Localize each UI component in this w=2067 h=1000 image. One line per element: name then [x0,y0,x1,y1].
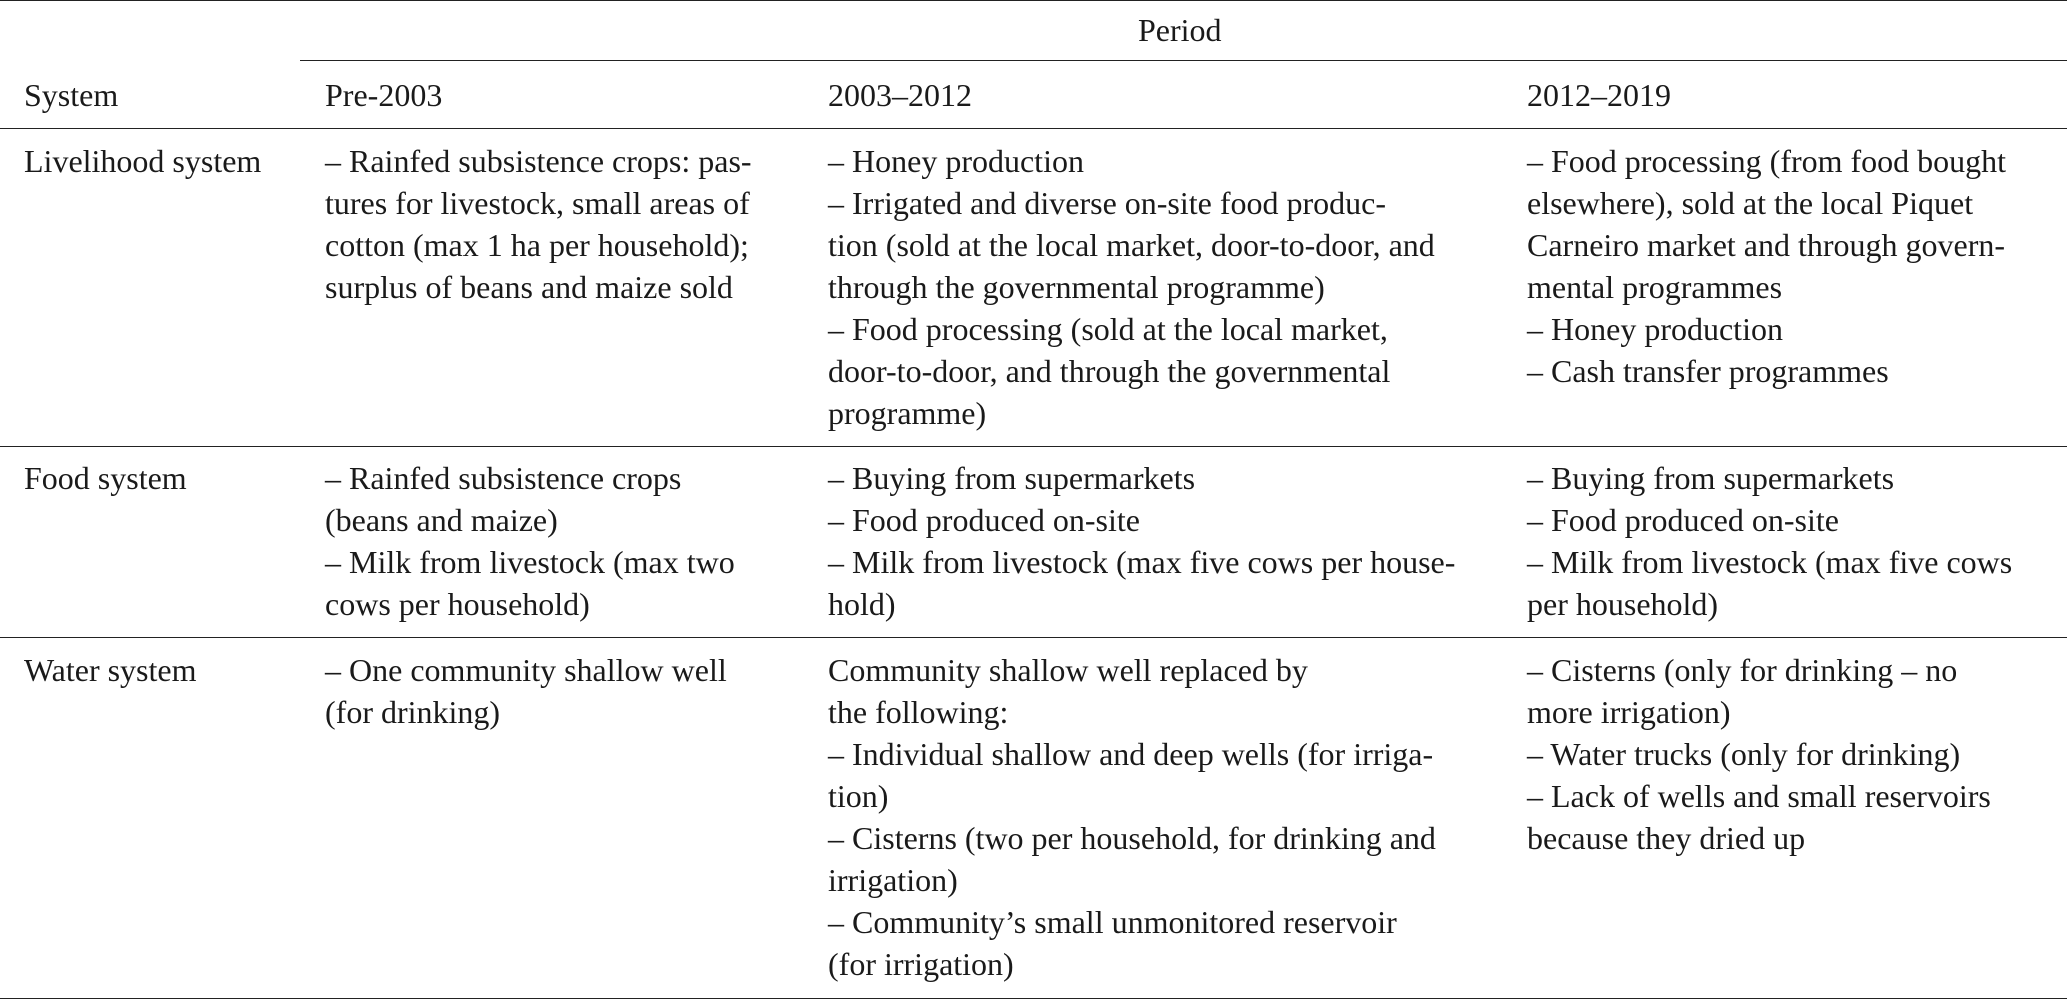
cell-line: – Milk from livestock (max five cows [1527,544,2013,580]
cell-line: – Community’s small unmonitored reservoir [828,904,1397,940]
cell-line: cotton (max 1 ha per household); [325,227,749,263]
cell-line: – Rainfed subsistence crops: pas- [325,143,752,179]
row-label-water: Water system [24,652,197,688]
cell-line: Carneiro market and through govern- [1527,227,2006,263]
cell-line: (for drinking) [325,694,501,730]
row-label-livelihood: Livelihood system [24,143,262,179]
cell-livelihood-pre-2003 [325,140,782,308]
cell-line: tion) [828,778,889,814]
cell-livelihood-2003-2012 [828,140,1480,434]
cell-line: through the governmental programme) [828,269,1325,305]
cell-line: more irrigation) [1527,694,1731,730]
cell-line: – Rainfed subsistence crops [325,460,682,496]
system-column-header: System [24,77,119,113]
cell-line: – Water trucks (only for drinking) [1527,736,1961,772]
cell-line: tures for livestock, small areas of [325,185,750,221]
cell-line: – Honey production [828,143,1084,179]
cell-line: – Buying from supermarkets [828,460,1196,496]
cell-livelihood-2012-2019 [1527,140,2047,392]
cell-line: – Irrigated and diverse on-site food produc- [828,185,1387,221]
cell-food-2012-2019 [1527,457,2047,625]
cell-line: – Food produced on-site [1527,502,1839,538]
column-header-2003-2012: 2003–2012 [828,77,972,113]
cell-line: per household) [1527,586,1719,622]
cell-line: elsewhere), sold at the local Piquet [1527,185,1974,221]
cell-line: irrigation) [828,862,958,898]
cell-water-2012-2019 [1527,649,2047,859]
cell-line: – Cisterns (two per household, for drinking and [828,820,1436,856]
cell-line: – One community shallow well [325,652,727,688]
cell-line: tion (sold at the local market, door-to-door, and [828,227,1435,263]
row-divider-2 [0,637,2067,638]
cell-line: – Lack of wells and small reservoirs [1527,778,1991,814]
header-bottom-rule [0,128,2067,129]
row-divider-1 [0,446,2067,447]
cell-line: (beans and maize) [325,502,558,538]
column-header-2012-2019: 2012–2019 [1527,77,1671,113]
row-label-food: Food system [24,460,187,496]
cell-line: the following: [828,694,1009,730]
cell-line: Community shallow well replaced by [828,652,1308,688]
cell-water-pre-2003 [325,649,782,733]
cell-line: mental programmes [1527,269,1783,305]
period-underline-rule [300,60,2067,61]
cell-line: – Food processing (sold at the local market, [828,311,1388,347]
cell-line: – Milk from livestock (max two [325,544,735,580]
cell-line: – Milk from livestock (max five cows per house- [828,544,1456,580]
cell-water-2003-2012 [828,649,1480,985]
cell-line: because they dried up [1527,820,1806,856]
column-header-pre-2003: Pre-2003 [325,77,443,113]
cell-line: surplus of beans and maize sold [325,269,733,305]
cell-line: – Cisterns (only for drinking – no [1527,652,1958,688]
table-top-rule [0,0,2067,1]
cell-food-pre-2003 [325,457,782,625]
period-header: Period [1138,12,1222,48]
cell-line: cows per household) [325,586,590,622]
table-bottom-rule [0,998,2067,999]
cell-line: – Cash transfer programmes [1527,353,1889,389]
cell-line: door-to-door, and through the governmental [828,353,1391,389]
cell-line: hold) [828,586,896,622]
cell-line: – Honey production [1527,311,1783,347]
cell-line: – Individual shallow and deep wells (for irriga- [828,736,1434,772]
cell-line: programme) [828,395,987,431]
cell-line: – Buying from supermarkets [1527,460,1895,496]
cell-line: – Food processing (from food bought [1527,143,2007,179]
cell-food-2003-2012 [828,457,1480,625]
cell-line: (for irrigation) [828,946,1014,982]
cell-line: – Food produced on-site [828,502,1140,538]
